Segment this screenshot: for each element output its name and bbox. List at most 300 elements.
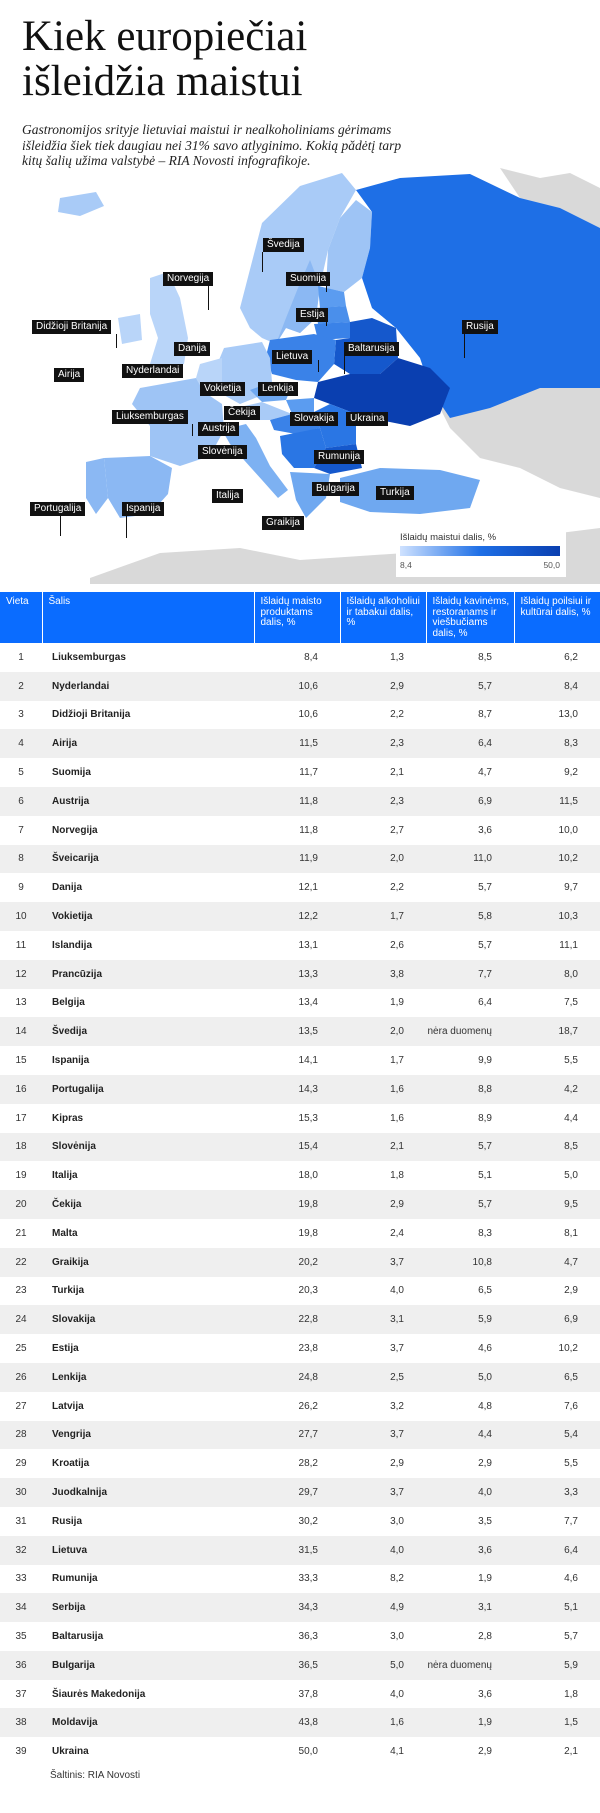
col-header-leisure: Išlaidų poilsiui ir kultūrai dalis, %: [514, 592, 600, 643]
table-row: [0, 960, 600, 989]
cell-rank: 20: [0, 1190, 42, 1219]
cell-restaurants: 8,8: [426, 1075, 514, 1104]
cell-rank: 27: [15, 1400, 27, 1412]
cell-rank: 33: [15, 1573, 27, 1585]
cell-restaurants: 3,6: [478, 824, 492, 836]
table-row: [0, 873, 600, 902]
cell-alcohol: 1,9: [390, 997, 404, 1009]
cell-restaurants: 5,7: [478, 939, 492, 951]
page-title: [22, 14, 582, 104]
cell-alcohol: 2,5: [340, 1363, 426, 1392]
map-label-ispanija: Ispanija: [122, 502, 164, 516]
cell-country: Rumunija: [52, 1573, 98, 1585]
cell-food: 11,8: [254, 787, 340, 816]
cell-country: Lenkija: [42, 1363, 254, 1392]
cell-food: 20,2: [254, 1248, 340, 1277]
cell-country: Šveicarija: [42, 845, 254, 874]
map-label-stem: [60, 516, 61, 536]
table-row: [0, 1075, 600, 1104]
cell-food: 19,8: [254, 1190, 340, 1219]
cell-restaurants: 2,9: [478, 1458, 492, 1470]
cell-food: 37,8: [298, 1688, 318, 1700]
cell-restaurants: 5,0: [426, 1363, 514, 1392]
table-row: [0, 1421, 600, 1450]
table-row: [0, 1593, 600, 1622]
cell-country: Airija: [42, 729, 254, 758]
table-row: [0, 1680, 600, 1709]
table-row: [0, 1622, 600, 1651]
cell-food: 34,3: [254, 1593, 340, 1622]
cell-alcohol: 3,0: [390, 1515, 404, 1527]
map-label-airija: Airija: [54, 368, 84, 382]
cell-food: 28,2: [298, 1458, 318, 1470]
cell-restaurants: 5,8: [426, 902, 514, 931]
table-row: [0, 1565, 600, 1594]
map-label-ukraina: Ukraina: [346, 412, 388, 426]
map-legend: [396, 529, 566, 577]
cell-food: 11,9: [254, 845, 340, 874]
table-row: [0, 1392, 600, 1421]
cell-rank: 24: [0, 1305, 42, 1334]
cell-food: 43,8: [254, 1708, 340, 1737]
cell-restaurants: 8,9: [478, 1112, 492, 1124]
cell-country: Austrija: [42, 787, 254, 816]
cell-alcohol: 2,9: [340, 672, 426, 701]
map-region-iceland: [58, 192, 104, 216]
cell-food: 15,4: [254, 1133, 340, 1162]
cell-country: Portugalija: [42, 1075, 254, 1104]
cell-country: Čekija: [42, 1190, 254, 1219]
cell-country: Suomija: [52, 767, 91, 779]
cell-food: 10,6: [298, 709, 318, 721]
map-label-baltarusija: Baltarusija: [344, 342, 399, 356]
cell-country: Ispanija: [52, 1055, 90, 1067]
cell-restaurants: 6,9: [426, 787, 514, 816]
table-row: [0, 1507, 600, 1536]
cell-rank: 10: [0, 902, 42, 931]
map-label-lietuva: Lietuva: [272, 350, 312, 364]
cell-alcohol: 3,0: [390, 1630, 404, 1642]
cell-alcohol: 1,7: [340, 902, 426, 931]
cell-country: Šiaurės Makedonija: [52, 1688, 146, 1700]
map-label-estija: Estija: [296, 308, 328, 322]
cell-leisure: 5,9: [514, 1651, 600, 1680]
cell-leisure: 1,5: [514, 1708, 600, 1737]
cell-rank: 16: [0, 1075, 42, 1104]
cell-food: 36,3: [298, 1630, 318, 1642]
cell-restaurants: 5,1: [478, 1170, 492, 1182]
cell-leisure: 2,9: [564, 1285, 578, 1297]
cell-country: Malta: [52, 1227, 78, 1239]
cell-leisure: 4,4: [564, 1112, 578, 1124]
cell-food: 8,4: [304, 651, 318, 663]
cell-food: 19,8: [298, 1227, 318, 1239]
map-label-rumunija: Rumunija: [314, 450, 364, 464]
cell-country: Estija: [52, 1343, 79, 1355]
cell-alcohol: 2,7: [390, 824, 404, 836]
map-label-rusija: Rusija: [462, 320, 498, 334]
col-header-alcohol: Išlaidų alkoholiui ir tabakui dalis, %: [340, 592, 426, 643]
cell-country: Bulgarija: [42, 1651, 254, 1680]
cell-alcohol: 2,1: [340, 1133, 426, 1162]
map-label-slovenija: Slovėnija: [198, 445, 247, 459]
cell-rank: 8: [0, 845, 42, 874]
table-row: [0, 1708, 600, 1737]
cell-alcohol: 2,0: [340, 1017, 426, 1046]
cell-leisure: 8,3: [514, 729, 600, 758]
cell-alcohol: 1,3: [390, 651, 404, 663]
cell-country: Liuksemburgas: [52, 651, 126, 663]
cell-country: Rusija: [52, 1515, 83, 1527]
map-label-lenkija: Lenkija: [258, 382, 298, 396]
cell-food: 50,0: [298, 1746, 318, 1758]
cell-rank: 39: [15, 1746, 27, 1758]
cell-restaurants: 8,7: [478, 709, 492, 721]
cell-rank: 5: [18, 767, 24, 779]
cell-restaurants: 6,4: [426, 729, 514, 758]
table-row: [0, 1104, 600, 1133]
cell-restaurants: 4,0: [426, 1478, 514, 1507]
cell-food: 20,3: [298, 1285, 318, 1297]
cell-restaurants: 8,5: [478, 651, 492, 663]
cell-restaurants: 5,7: [478, 882, 492, 894]
cell-rank: 21: [15, 1227, 27, 1239]
cell-alcohol: 2,6: [390, 939, 404, 951]
cell-restaurants: 5,7: [426, 1190, 514, 1219]
map-label-stem: [464, 334, 465, 358]
cell-leisure: 9,7: [564, 882, 578, 894]
cell-country: Baltarusija: [52, 1630, 104, 1642]
cell-rank: 25: [15, 1343, 27, 1355]
cell-country: Slovėnija: [42, 1133, 254, 1162]
legend-max: 50,0: [543, 560, 560, 570]
map-region-ireland: [118, 314, 142, 344]
cell-restaurants: 3,1: [426, 1593, 514, 1622]
cell-rank: 6: [0, 787, 42, 816]
cell-rank: 9: [18, 882, 24, 894]
map-label-stem: [326, 276, 327, 292]
cell-leisure: 4,2: [514, 1075, 600, 1104]
table-row: [0, 1017, 600, 1046]
cell-restaurants: 8,3: [478, 1227, 492, 1239]
table-row: [0, 643, 600, 672]
cell-country: Ukraina: [52, 1746, 89, 1758]
table-row: [0, 1161, 600, 1190]
title-line-1: Kiek europiečiai: [22, 13, 308, 60]
map-label-norvegija: Norvegija: [163, 272, 213, 286]
map-label-cekija: Čekija: [224, 406, 260, 420]
cell-leisure: 9,5: [514, 1190, 600, 1219]
cell-alcohol: 1,6: [340, 1075, 426, 1104]
cell-alcohol: 4,1: [390, 1746, 404, 1758]
cell-leisure: 4,7: [514, 1248, 600, 1277]
cell-rank: 22: [0, 1248, 42, 1277]
map-label-austrija: Austrija: [198, 422, 239, 436]
cell-country: Latvija: [52, 1400, 84, 1412]
cell-restaurants: 2,9: [478, 1746, 492, 1758]
cell-leisure: 10,0: [558, 824, 578, 836]
map-label-stem: [126, 516, 127, 538]
cell-food: 13,3: [254, 960, 340, 989]
cell-rank: 14: [0, 1017, 42, 1046]
col-header-country: Šalis: [42, 592, 254, 643]
cell-rank: 4: [0, 729, 42, 758]
cell-rank: 1: [18, 651, 24, 663]
cell-leisure: 5,1: [514, 1593, 600, 1622]
cell-leisure: 11,5: [514, 787, 600, 816]
cell-alcohol: 1,6: [390, 1112, 404, 1124]
cell-rank: 34: [0, 1593, 42, 1622]
cell-rank: 26: [0, 1363, 42, 1392]
cell-rank: 7: [18, 824, 24, 836]
cell-alcohol: 2,2: [390, 709, 404, 721]
map-label-vokietija: Vokietija: [200, 382, 245, 396]
cell-alcohol: 3,7: [390, 1343, 404, 1355]
legend-min: 8,4: [400, 560, 412, 570]
map-label-turkija: Turkija: [376, 486, 414, 500]
legend-title: Išlaidų maistui dalis, %: [400, 532, 497, 543]
table-row: [0, 1334, 600, 1363]
cell-food: 14,1: [298, 1055, 318, 1067]
cell-alcohol: 2,3: [340, 729, 426, 758]
cell-rank: 37: [15, 1688, 27, 1700]
cell-country: Danija: [52, 882, 83, 894]
cell-rank: 38: [0, 1708, 42, 1737]
cell-rank: 13: [15, 997, 27, 1009]
cell-leisure: 8,4: [514, 672, 600, 701]
table-row: [0, 1190, 600, 1219]
cell-rank: 31: [15, 1515, 27, 1527]
cell-alcohol: 3,7: [340, 1248, 426, 1277]
map-region-uk: [150, 272, 188, 372]
table-row: [0, 672, 600, 701]
cell-restaurants: 4,4: [426, 1421, 514, 1450]
cell-country: Serbija: [42, 1593, 254, 1622]
table-row: [0, 1363, 600, 1392]
cell-food: 10,6: [254, 672, 340, 701]
map-label-stem: [344, 356, 345, 374]
cell-leisure: 10,2: [514, 845, 600, 874]
cell-rank: 18: [0, 1133, 42, 1162]
cell-country: Moldavija: [42, 1708, 254, 1737]
cell-food: 12,1: [298, 882, 318, 894]
cell-alcohol: 2,2: [390, 882, 404, 894]
cell-food: 26,2: [298, 1400, 318, 1412]
map-label-stem: [116, 334, 117, 348]
map-label-danija: Danija: [174, 342, 210, 356]
cell-restaurants: 5,9: [426, 1305, 514, 1334]
cell-alcohol: 2,0: [340, 845, 426, 874]
cell-restaurants: 4,7: [478, 767, 492, 779]
cell-rank: 17: [15, 1112, 27, 1124]
cell-leisure: 3,3: [514, 1478, 600, 1507]
cell-rank: 11: [15, 939, 27, 951]
cell-rank: 2: [0, 672, 42, 701]
cell-restaurants: 3,6: [426, 1536, 514, 1565]
cell-restaurants: 3,6: [478, 1688, 492, 1700]
cell-food: 12,2: [254, 902, 340, 931]
cell-leisure: 8,0: [514, 960, 600, 989]
cell-alcohol: 5,0: [340, 1651, 426, 1680]
cell-food: 13,5: [254, 1017, 340, 1046]
table-body: [0, 643, 600, 1766]
cell-restaurants: 4,8: [478, 1400, 492, 1412]
table-row: [0, 1536, 600, 1565]
cell-alcohol: 3,8: [340, 960, 426, 989]
cell-alcohol: 3,7: [340, 1421, 426, 1450]
cell-rank: 19: [15, 1170, 27, 1182]
cell-rank: 30: [0, 1478, 42, 1507]
cell-country: Didžioji Britanija: [52, 709, 131, 721]
cell-leisure: 6,4: [514, 1536, 600, 1565]
cell-restaurants: nėra duomenų: [426, 1017, 514, 1046]
map-label-svedija: Švedija: [263, 238, 304, 252]
cell-food: 11,5: [254, 729, 340, 758]
table-row: [0, 1305, 600, 1334]
map-label-portugalija: Portugalija: [30, 502, 85, 516]
cell-restaurants: 1,9: [426, 1708, 514, 1737]
cell-leisure: 11,1: [559, 939, 578, 951]
cell-leisure: 7,6: [564, 1400, 578, 1412]
table-row: [0, 701, 600, 730]
cell-country: Lietuva: [42, 1536, 254, 1565]
table-row: [0, 1651, 600, 1680]
cell-food: 30,2: [298, 1515, 318, 1527]
cell-food: 14,3: [254, 1075, 340, 1104]
legend-gradient: [400, 546, 560, 556]
cell-leisure: 6,9: [514, 1305, 600, 1334]
cell-leisure: 7,5: [564, 997, 578, 1009]
map-label-italija: Italija: [212, 489, 243, 503]
cell-leisure: 10,3: [514, 902, 600, 931]
cell-restaurants: 2,8: [478, 1630, 492, 1642]
cell-restaurants: 6,4: [478, 997, 492, 1009]
cell-country: Nyderlandai: [42, 672, 254, 701]
cell-food: 29,7: [254, 1478, 340, 1507]
table-row: [0, 989, 600, 1018]
table-row: [0, 1449, 600, 1478]
cell-leisure: 8,1: [564, 1227, 578, 1239]
cell-country: Prancūzija: [42, 960, 254, 989]
map-label-suomija: Suomija: [286, 272, 330, 286]
col-header-rank: Vieta: [0, 592, 42, 643]
cell-rank: 36: [0, 1651, 42, 1680]
cell-alcohol: 3,1: [340, 1305, 426, 1334]
map-label-stem: [318, 360, 319, 372]
table-row: [0, 758, 600, 787]
cell-restaurants: 7,7: [426, 960, 514, 989]
cell-country: Kroatija: [52, 1458, 90, 1470]
table-row: [0, 902, 600, 931]
cell-country: Islandija: [52, 939, 93, 951]
title-line-2: išleidžia maistui: [22, 58, 303, 105]
cell-leisure: 2,1: [564, 1746, 578, 1758]
cell-country: Italija: [52, 1170, 78, 1182]
cell-leisure: 5,5: [564, 1055, 578, 1067]
col-header-restaurants: Išlaidų kavinėms, restoranams ir viešbučiams dalis, %: [426, 592, 514, 643]
cell-country: Kipras: [52, 1112, 84, 1124]
spending-table: [0, 592, 600, 1766]
map-label-nyderlandai: Nyderlandai: [122, 364, 183, 378]
cell-country: Vokietija: [42, 902, 254, 931]
table-row: [0, 1478, 600, 1507]
map-label-stem: [262, 252, 263, 272]
table-row: [0, 1133, 600, 1162]
cell-rank: 12: [0, 960, 42, 989]
cell-alcohol: 1,7: [390, 1055, 404, 1067]
map-label-bulgarija: Bulgarija: [312, 482, 359, 496]
cell-restaurants: nėra duomenų: [426, 1651, 514, 1680]
subtitle: Gastronomijos srityje lietuviai maistui ir nealkoholiniams gėrimams išleidžia šiek tiek daugiau nei 31% savo atlyginimo. Kokią pădėtį tarp kitų šalių užima valstybė – RIA Novosti infografikoje.: [22, 122, 402, 168]
map-label-didzioji-britanija: Didžioji Britanija: [32, 320, 111, 334]
cell-food: 36,5: [254, 1651, 340, 1680]
cell-leisure: 1,8: [564, 1688, 578, 1700]
cell-alcohol: 8,2: [390, 1573, 404, 1585]
cell-restaurants: 9,9: [478, 1055, 492, 1067]
cell-leisure: 7,7: [564, 1515, 578, 1527]
table-row: [0, 816, 600, 845]
table-row: [0, 1277, 600, 1306]
map-label-stem: [326, 312, 327, 326]
cell-alcohol: 4,0: [390, 1688, 404, 1700]
cell-country: Graikija: [42, 1248, 254, 1277]
cell-restaurants: 1,9: [478, 1573, 492, 1585]
cell-country: Belgija: [52, 997, 85, 1009]
map-label-slovakija: Slovakija: [290, 412, 338, 426]
cell-food: 11,8: [299, 824, 318, 836]
table-row: [0, 1248, 600, 1277]
cell-food: 18,0: [298, 1170, 318, 1182]
cell-food: 22,8: [254, 1305, 340, 1334]
cell-leisure: 6,5: [514, 1363, 600, 1392]
cell-alcohol: 1,6: [340, 1708, 426, 1737]
cell-leisure: 5,0: [564, 1170, 578, 1182]
cell-alcohol: 3,7: [340, 1478, 426, 1507]
cell-restaurants: 11,0: [426, 845, 514, 874]
cell-leisure: 4,6: [564, 1573, 578, 1585]
cell-country: Vengrija: [42, 1421, 254, 1450]
cell-country: Slovakija: [42, 1305, 254, 1334]
col-header-food: Išlaidų maisto produktams dalis, %: [254, 592, 340, 643]
cell-rank: 15: [15, 1055, 27, 1067]
cell-restaurants: 5,7: [426, 1133, 514, 1162]
cell-rank: 23: [15, 1285, 27, 1297]
table-row: [0, 1219, 600, 1248]
cell-alcohol: 2,3: [340, 787, 426, 816]
cell-food: 15,3: [298, 1112, 318, 1124]
cell-alcohol: 3,2: [390, 1400, 404, 1412]
cell-food: 31,5: [254, 1536, 340, 1565]
cell-food: 13,4: [298, 997, 318, 1009]
cell-restaurants: 3,5: [478, 1515, 492, 1527]
europe-map: [0, 168, 600, 584]
cell-food: 33,3: [298, 1573, 318, 1585]
cell-restaurants: 5,7: [426, 672, 514, 701]
cell-leisure: 9,2: [564, 767, 578, 779]
cell-leisure: 8,5: [514, 1133, 600, 1162]
map-label-stem: [208, 286, 209, 310]
source-note: Šaltinis: RIA Novosti: [50, 1770, 141, 1781]
cell-country: Turkija: [52, 1285, 85, 1297]
map-label-stem: [192, 424, 193, 436]
cell-alcohol: 2,9: [390, 1458, 404, 1470]
cell-alcohol: 1,8: [390, 1170, 404, 1182]
cell-rank: 35: [15, 1630, 27, 1642]
cell-rank: 29: [15, 1458, 27, 1470]
cell-alcohol: 4,0: [340, 1536, 426, 1565]
table-header-row: [0, 592, 600, 643]
cell-restaurants: 6,5: [478, 1285, 492, 1297]
